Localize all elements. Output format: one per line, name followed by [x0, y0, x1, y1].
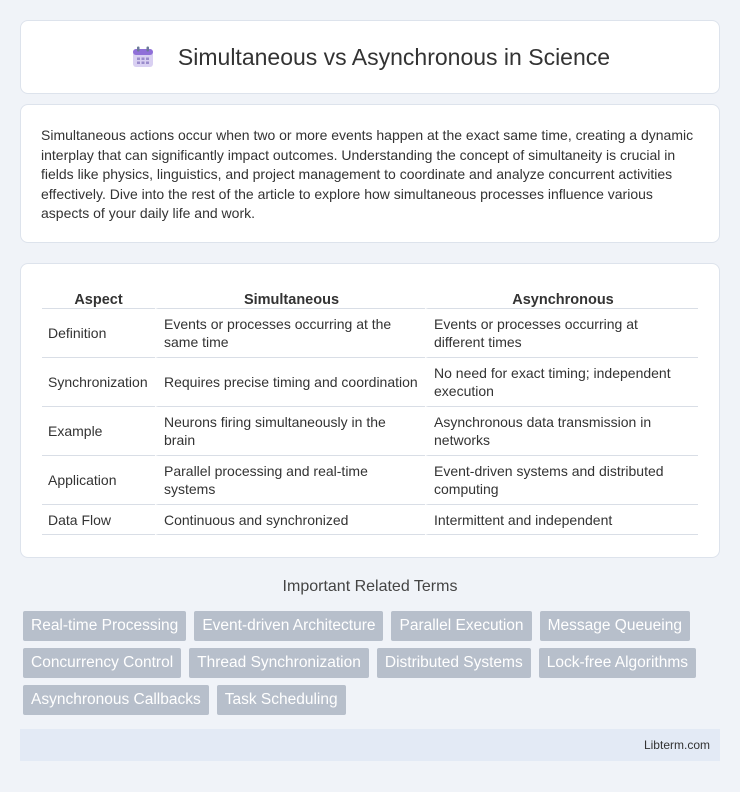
table-row: [42, 358, 698, 407]
row-asynchronous-cell: Event-driven systems and distributed computing: [425, 456, 698, 505]
footer: [20, 729, 720, 761]
page-title: Simultaneous vs Asynchronous in Science: [177, 43, 611, 70]
related-term-tag[interactable]: Concurrency Control: [23, 648, 181, 678]
related-term-tag[interactable]: Task Scheduling: [217, 685, 346, 715]
intro-paragraph: Simultaneous actions occur when two or more events happen at the exact same time, creating a dynamic interplay that can significantly impact outcomes. Understanding the concept of simultaneity is crucial in fields like physics, linguistics, and project management to coordinate and analyze concurrent activities effectively. Dive into the rest of the article to explore how simultaneous processes influence various aspects of your daily life and work.: [41, 127, 694, 221]
row-asynchronous-cell: No need for exact timing; independent execution: [425, 358, 698, 407]
related-terms-list: [23, 611, 723, 715]
row-asynchronous-cell: Asynchronous data transmission in networks: [425, 407, 698, 456]
related-term-tag[interactable]: Real-time Processing: [23, 611, 186, 641]
table-row: [42, 505, 698, 535]
related-term-tag[interactable]: Thread Synchronization: [189, 648, 369, 678]
table-row: [42, 309, 698, 358]
row-asynchronous-cell: Events or processes occurring at different times: [425, 309, 698, 358]
column-header-asynchronous: Asynchronous: [425, 285, 698, 309]
row-simultaneous-cell: Events or processes occurring at the same time: [155, 309, 425, 358]
row-aspect-cell: Definition: [42, 309, 155, 358]
related-term-tag[interactable]: Event-driven Architecture: [194, 611, 383, 641]
related-term-tag[interactable]: Message Queueing: [540, 611, 690, 641]
row-aspect-cell: Example: [42, 407, 155, 456]
related-term-tag[interactable]: Lock-free Algorithms: [539, 648, 696, 678]
intro-card: [20, 104, 720, 243]
table-row: [42, 456, 698, 505]
footer-site-link[interactable]: Libterm.com: [643, 738, 710, 752]
row-simultaneous-cell: Parallel processing and real-time systems: [155, 456, 425, 505]
related-terms-heading: Important Related Terms: [282, 578, 458, 595]
comparison-table: [42, 285, 698, 535]
row-aspect-cell: Application: [42, 456, 155, 505]
row-aspect-cell: Data Flow: [42, 505, 155, 535]
column-header-simultaneous: Simultaneous: [155, 285, 425, 309]
row-simultaneous-cell: Continuous and synchronized: [155, 505, 425, 535]
row-aspect-cell: Synchronization: [42, 358, 155, 407]
row-simultaneous-cell: Neurons firing simultaneously in the brain: [155, 407, 425, 456]
related-term-tag[interactable]: Distributed Systems: [377, 648, 531, 678]
related-term-tag[interactable]: Parallel Execution: [391, 611, 531, 641]
table-header-row: [42, 285, 698, 309]
related-term-tag[interactable]: Asynchronous Callbacks: [23, 685, 209, 715]
row-simultaneous-cell: Requires precise timing and coordination: [155, 358, 425, 407]
row-asynchronous-cell: Intermittent and independent: [425, 505, 698, 535]
column-header-aspect: Aspect: [42, 285, 155, 309]
table-row: [42, 407, 698, 456]
comparison-card: [20, 263, 720, 558]
calendar-icon: [130, 44, 156, 70]
header-card: [20, 20, 720, 94]
